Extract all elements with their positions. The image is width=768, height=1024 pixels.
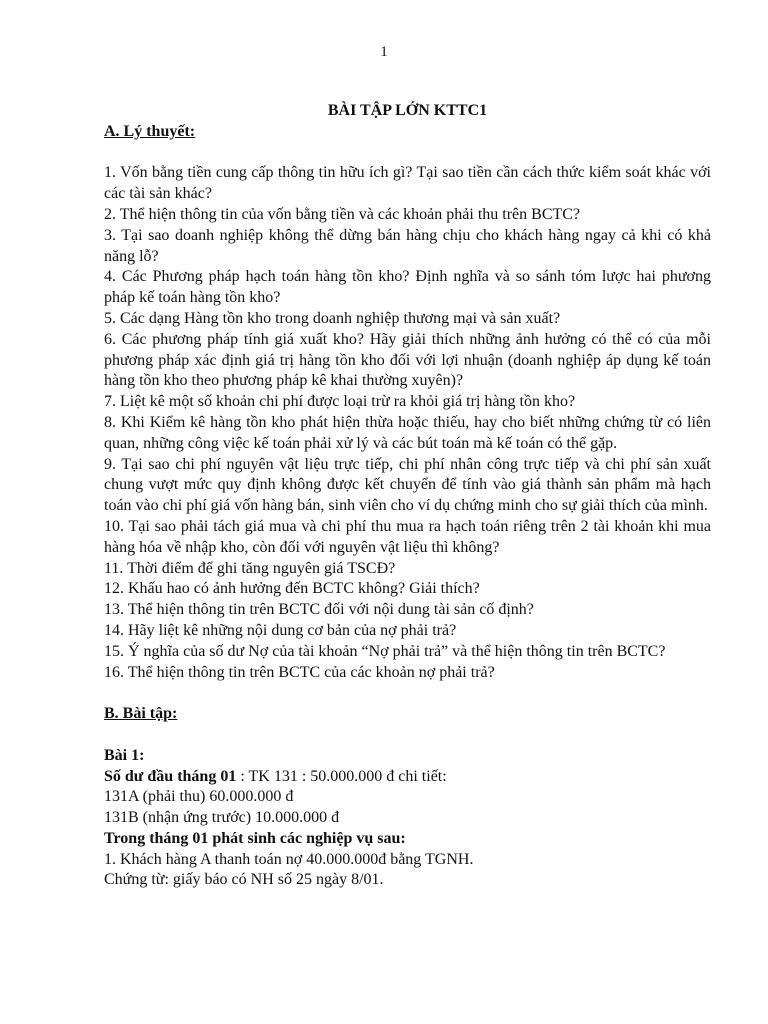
detail-131a: 131A (phải thu) 60.000.000 đ bbox=[104, 788, 294, 806]
section-b-heading: B. Bài tập: bbox=[104, 705, 178, 723]
transaction-1: 1. Khách hàng A thanh toán nợ 40.000.000đ bằng TGNH. bbox=[104, 850, 474, 868]
transaction-1-document: Chứng từ: giấy báo có NH số 25 ngày 8/01. bbox=[104, 871, 384, 889]
opening-balance-line bbox=[104, 767, 711, 788]
question-10: 10. Tại sao phải tách giá mua và chi phí thu mua ra hạch toán riêng trên 2 tài khoản khi mua hàng hóa về nhập kho, còn đối với nguyên vật liệu thì không? bbox=[104, 517, 711, 556]
question-5: 5. Các dạng Hàng tồn kho trong doanh nghiệp thương mại và sản xuất? bbox=[104, 309, 561, 327]
spacer bbox=[104, 725, 711, 746]
question-15: 15. Ý nghĩa của số dư Nợ của tài khoản “Nợ phải trả” và thể hiện thông tin trên BCTC? bbox=[104, 642, 666, 660]
question-1: 1. Vốn bằng tiền cung cấp thông tin hữu ích gì? Tại sao tiền cần cách thức kiểm soát khác với các tài sản khác? bbox=[104, 164, 711, 203]
question-7: 7. Liệt kê một số khoản chi phí được loại trừ ra khỏi giá trị hàng tồn kho? bbox=[104, 393, 576, 411]
spacer bbox=[104, 683, 711, 704]
spacer bbox=[104, 143, 711, 164]
question-9: 9. Tại sao chi phí nguyên vật liệu trực tiếp, chi phí nhân công trực tiếp và chi phí sản xuất chung vượt mức quy định không được kết chuyển để tính vào giá thành sản phẩm mà hạch toán vào chi phí giá vốn hàng bán, sinh viên cho ví dụ chứng minh cho sự giải thích của mình. bbox=[104, 455, 711, 515]
page-number: 1 bbox=[380, 44, 388, 60]
question-3: 3. Tại sao doanh nghiệp không thể dừng bán hàng chịu cho khách hàng ngay cả khi có khả năng lỗ? bbox=[104, 226, 711, 265]
question-4: 4. Các Phương pháp hạch toán hàng tồn kho? Định nghĩa và so sánh tóm lược hai phương pháp kế toán hàng tồn kho? bbox=[104, 268, 711, 307]
question-16: 16. Thể hiện thông tin trên BCTC của các khoản nợ phải trả? bbox=[104, 663, 495, 681]
opening-balance-label: Số dư đầu tháng 01 bbox=[104, 767, 237, 785]
question-11: 11. Thời điểm để ghi tăng nguyên giá TSCĐ? bbox=[104, 559, 396, 577]
transactions-heading: Trong tháng 01 phát sinh các nghiệp vụ sau: bbox=[104, 829, 406, 847]
question-12: 12. Khấu hao có ảnh hưởng đến BCTC không? Giải thích? bbox=[104, 580, 480, 598]
question-14: 14. Hãy liệt kê những nội dung cơ bản của nợ phải trả? bbox=[104, 621, 457, 639]
question-6: 6. Các phương pháp tính giá xuất kho? Hãy giải thích những ảnh hưởng có thể có của mỗi phương pháp xác định giá trị hàng tồn kho đối với lợi nhuận (doanh nghiệp áp dụng kế toán hàng tồn kho theo phương pháp kê khai thường xuyên)? bbox=[104, 330, 711, 390]
detail-131b: 131B (nhận ứng trước) 10.000.000 đ bbox=[104, 809, 340, 827]
question-2: 2. Thể hiện thông tin của vốn bằng tiền và các khoản phải thu trên BCTC? bbox=[104, 205, 581, 223]
document-title: BÀI TẬP LỚN KTTC1 bbox=[327, 102, 488, 119]
opening-balance-text: : TK 131 : 50.000.000 đ chi tiết: bbox=[236, 767, 447, 785]
document-body bbox=[104, 101, 711, 891]
section-a-heading: A. Lý thuyết: bbox=[104, 122, 196, 140]
exercise-title: Bài 1: bbox=[104, 746, 145, 764]
question-8: 8. Khi Kiểm kê hàng tồn kho phát hiện thừa hoặc thiếu, hay cho biết những chứng từ có liên quan, những công việc kế toán phải xử lý và các bút toán mà kế toán có thể gặp. bbox=[104, 413, 711, 452]
question-13: 13. Thể hiện thông tin trên BCTC đối với nội dung tài sản cố định? bbox=[104, 601, 534, 619]
